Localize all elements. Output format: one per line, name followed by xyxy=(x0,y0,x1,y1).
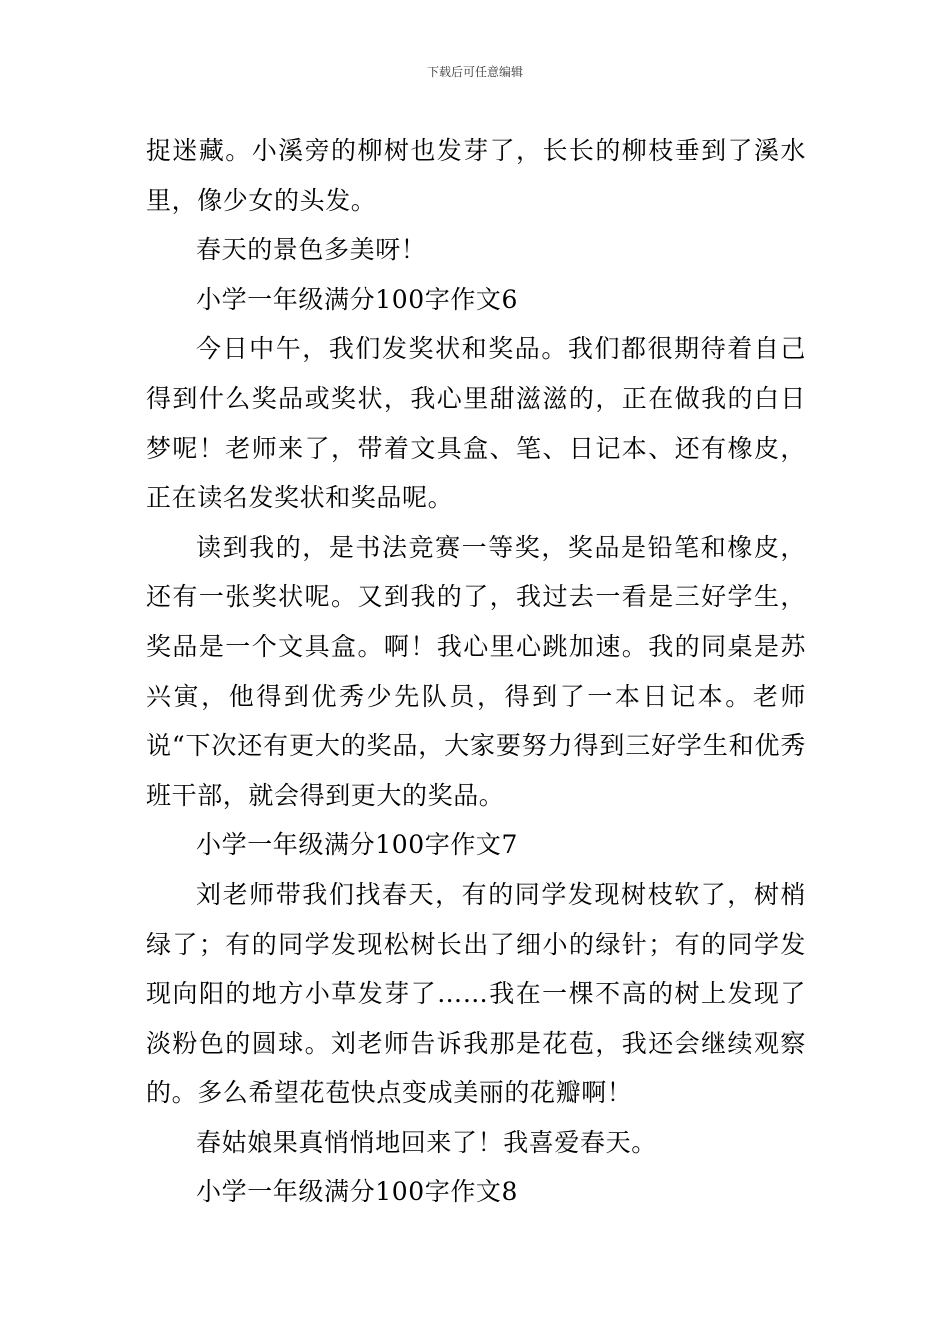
paragraph-continuation: 捉迷藏。小溪旁的柳树也发芽了，长长的柳枝垂到了溪水里，像少女的头发。 xyxy=(146,136,806,215)
essay-heading: 小学一年级满分100字作文7 xyxy=(196,830,519,860)
paragraph: 读到我的，是书法竞赛一等奖，奖品是铅笔和橡皮，还有一张奖状呢。又到我的了，我过去一看是三好学生，奖品是一个文具盒。啊！我心里心跳加速。我的同桌是苏兴寅，他得到优秀少先队员，得到了一本日记本。老师说“下次还有更大的奖品，大家要努力得到三好学生和优秀班干部，就会得到更大的奖品。 xyxy=(146,532,806,810)
essay-heading: 小学一年级满分100字作文8 xyxy=(196,1177,519,1207)
paragraph: 刘老师带我们找春天，有的同学发现树枝软了，树梢绿了；有的同学发现松树长出了细小的绿针；有的同学发现向阳的地方小草发芽了……我在一棵不高的树上发现了淡粉色的圆球。刘老师告诉我那是花苞，我还会继续观察的。多么希望花苞快点变成美丽的花瓣啊！ xyxy=(146,879,806,1108)
paragraph: 春天的景色多美呀！ xyxy=(196,235,427,265)
paragraph: 今日中午，我们发奖状和奖品。我们都很期待着自己得到什么奖品或奖状，我心里甜滋滋的，正在做我的白日梦呢！老师来了，带着文具盒、笔、日记本、还有橡皮，正在读名发奖状和奖品呢。 xyxy=(146,334,806,513)
essay-heading: 小学一年级满分100字作文6 xyxy=(196,284,519,314)
paragraph: 春姑娘果真悄悄地回来了！我喜爱春天。 xyxy=(196,1127,657,1157)
document-body xyxy=(146,126,806,1217)
page-header: 下载后可任意编辑 xyxy=(426,65,523,79)
